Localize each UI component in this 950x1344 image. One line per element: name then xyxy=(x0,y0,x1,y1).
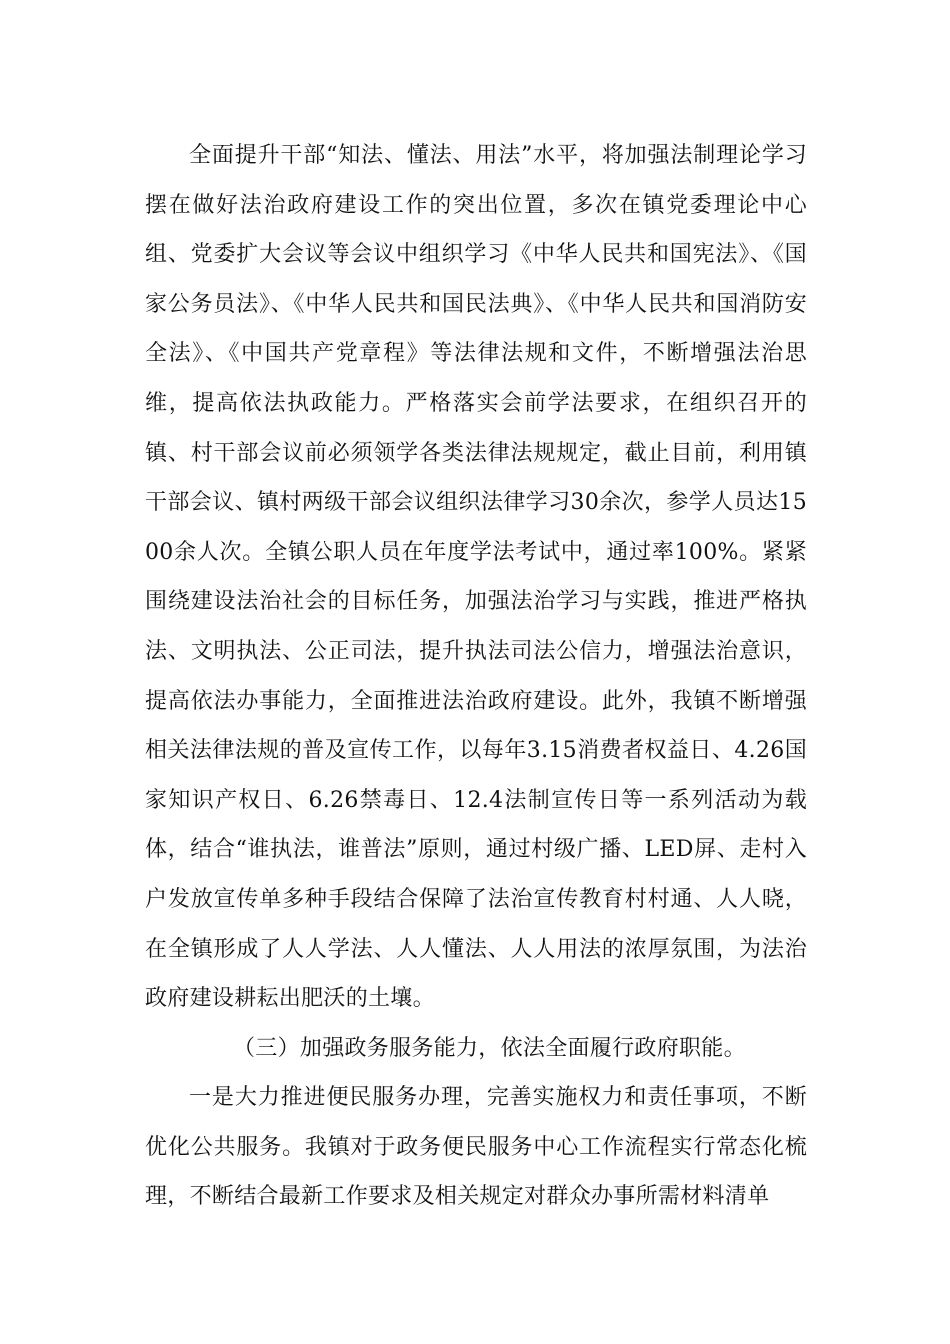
section-heading-3: （三）加强政务服务能力，依法全面履行政府职能。 xyxy=(233,1035,746,1061)
document-body xyxy=(145,131,807,1222)
paragraph-legal-study: 全面提升干部“知法、懂法、用法”水平，将加强法制理论学习摆在做好法治政府建设工作的突出位置，多次在镇党委理论中心组、党委扩大会议等会议中组织学习《中华人民共和国宪法》、《国家公务员法》、《中华人民共和国民法典》、《中华人民共和国消防安全法》、《中国共产党章程》等法律法规和文件，不断增强法治思维，提高依法执政能力。严格落实会前学法要求，在组织召开的镇、村干部会议前必须领学各类法律法规规定，截止目前，利用镇干部会议、镇村两级干部会议组织法律学习30余次，参学人员达1500余人次。全镇公职人员在年度学法考试中，通过率100%。紧紧围绕建设法治社会的目标任务，加强法治学习与实践，推进严格执法、文明执法、公正司法，提升执法司法公信力，增强法治意识，提高依法办事能力，全面推进法治政府建设。此外，我镇不断增强相关法律法规的普及宣传工作，以每年3.15消费者权益日、4.26国家知识产权日、6.26禁毒日、12.4法制宣传日等一系列活动为载体，结合“谁执法，谁普法”原则，通过村级广播、LED屏、走村入户发放宣传单多种手段结合保障了法治宣传教育村村通、人人晓，在全镇形成了人人学法、人人懂法、人人用法的浓厚氛围，为法治政府建设耕耘出肥沃的土壤。 xyxy=(145,143,807,1012)
paragraph-public-service: 一是大力推进便民服务办理，完善实施权力和责任事项，不断优化公共服务。我镇对于政务便民服务中心工作流程实行常态化梳理，不断结合最新工作要求及相关规定对群众办事所需材料清单 xyxy=(145,1085,807,1210)
